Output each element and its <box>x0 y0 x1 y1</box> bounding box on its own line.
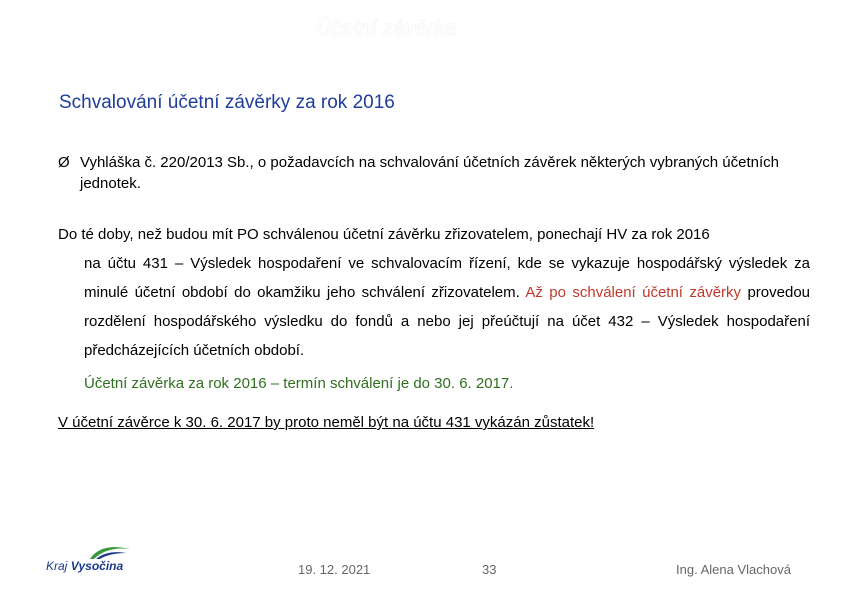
logo-text <box>46 559 123 573</box>
paragraph-highlight: Až po schválení účetní závěrky <box>525 284 742 301</box>
bullet-text: Vyhláška č. 220/2013 Sb., o požadavcích na schvalování účetních závěrek některých vybraných účetních jednotek. <box>80 154 780 192</box>
paragraph-first-line: Do té doby, než budou mít PO schválenou účetní závěrku zřizovatelem, ponechají HV za rok 2016 <box>58 226 710 243</box>
footer-date: 19. 12. 2021 <box>298 562 371 577</box>
slide-title: Účetní závěrka <box>315 17 457 40</box>
logo-text-kraj: Kraj <box>46 559 68 573</box>
bullet-item <box>58 152 786 194</box>
arrow-bullet-icon: Ø <box>58 154 70 171</box>
footer-page-number: 33 <box>482 562 497 577</box>
logo-text-vysocina: Vysočina <box>70 559 124 573</box>
main-paragraph <box>58 220 810 365</box>
warning-note: V účetní závěrce k 30. 6. 2017 by proto neměl být na účtu 431 vykázán zůstatek! <box>58 414 595 431</box>
paragraph-body-part2: provedou rozdělení hospodářského výsledku do fondů a nebo jej přeúčtují na účet 432 – Výsledek hospodaření předcházejících účetních období. <box>84 284 811 359</box>
paragraph-body-part1: na účtu 431 – Výsledek hospodaření ve schvalovacím řízení, kde se vykazuje hospodářský výsledek za minulé účetní období do okamžiku jeho schválení zřizovatelem. <box>84 255 810 301</box>
footer-author: Ing. Alena Vlachová <box>676 562 791 577</box>
paragraph-body <box>58 249 810 365</box>
kraj-vysocina-logo <box>46 543 136 579</box>
deadline-note: Účetní závěrka za rok 2016 – termín schválení je do 30. 6. 2017. <box>84 375 514 392</box>
section-heading: Schvalování účetní závěrky za rok 2016 <box>59 92 395 113</box>
